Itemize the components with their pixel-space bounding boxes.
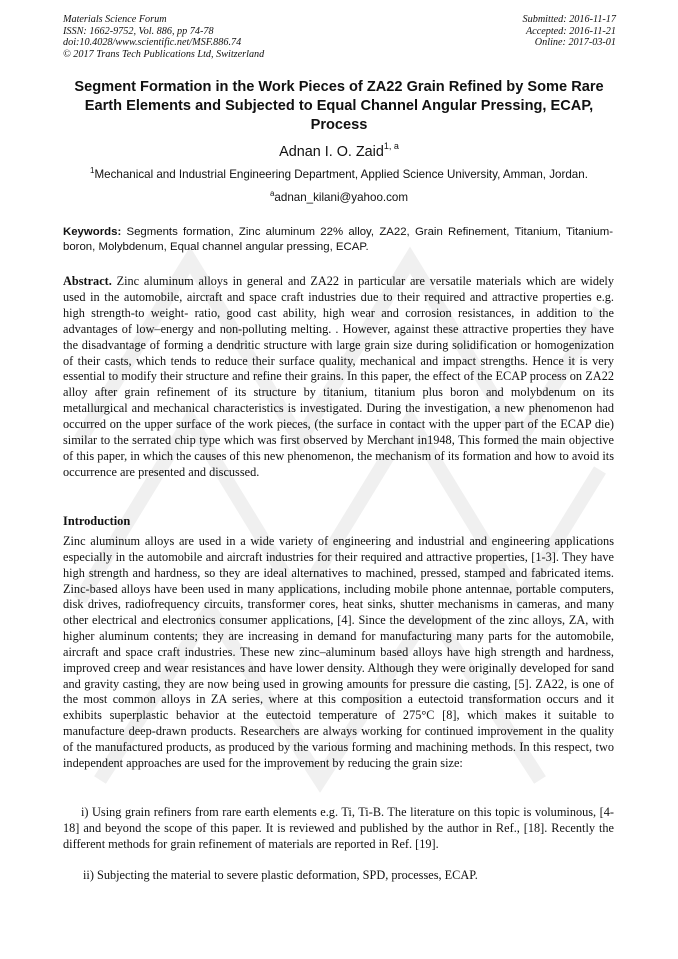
list-item: ii) Subjecting the material to severe plastic deformation, SPD, processes, ECAP. [83,868,478,882]
author-name: Adnan I. O. Zaid [279,143,384,160]
author-email [0,189,678,204]
journal-issn: ISSN: 1662-9752, Vol. 886, pp 74-78 [63,25,214,37]
introduction-text: Zinc aluminum alloys are used in a wide variety of engineering and industrial and engineering applications especially in the automobile and aircraft industries for their required and attractive properties, [1-3]. They have high strength and hardness, so they are ideal alternatives to machined, pressed, stamped and fabricated items. Zinc-based alloys have been used in many applications, including mobile phone antennae, portable computers, disk drives, radiofrequency circuits, transformer cores, heat sinks, shutter mechanisms in cameras, and many other electrical and electronics consumer applications, [4]. Since the development of the zinc alloys, ZA, with higher aluminum contents; they are increasing in demand for manufacturing many parts for the automobile, aircraft and space craft industries. These new zinc–aluminum based alloys have high strength and hardness, improved creep and wear resistances and have lower density. Although they were originally developed for sand and gravity casting, they are now being used in growing amounts for pressure die casting, [5]. ZA22, is one of the most common alloys in ZA series, where at this composition a eutectoid transformation occurs and it exhibits superplastic behavior at the eutectoid temperature of 275°C [8], which makes it suitable to manufacture deep-drawn products. Researchers are always working for continued improvement in the quality of the manufactured products, as produced by the various forming and machining methods. In this respect, two independent approaches are used for the improvement by reducing the grain size: [63,534,614,770]
journal-doi: doi:10.4028/www.scientific.net/MSF.886.74 [63,37,242,49]
keywords [63,225,613,255]
list-item: i) Using grain refiners from rare earth elements e.g. Ti, Ti-B. The literature on this topic is voluminous, [4-18] and beyond the scope of this paper. It is reviewed and published by the author in Ref., [18]. Recently the different methods for grain refinement of materials are reported in Ref. [19]. [63,805,614,851]
author-superscript: 1, a [383,141,399,151]
submitted-date: Submitted: 2016-11-17 [522,14,616,25]
abstract-label: Abstract. [63,274,112,288]
online-date: Online: 2017-03-01 [534,37,616,49]
affiliation [0,166,678,181]
email-address: adnan_kilani@yahoo.com [274,190,409,204]
keywords-label: Keywords: [63,226,122,238]
abstract-text: Zinc aluminum alloys in general and ZA22 in particular are versatile materials which are widely used in the automobile, aircraft and space craft industries due to their required and attractive properties e.g. high strength-to weight- ratio, good cast ability, high wear and corrosion resistances, in addition to the advantages of low–energy and non-polluting melting. . However, against these attractive properties they have the disadvantage of forming a dendritic structure with large grain size during solidification or homogenization of their casts, which tends to reduce their surface quality, mechanical and impact strengths. Hence it is very essential to modify their structure and refine their grains. In this paper, the effect of the ECAP process on ZA22 alloy after grain refinement of its structure by titanium, titanium plus boron and molybdenum on its metallurgical and mechanical characteristics is investigated. During the investigation, a new phenomenon had occurred on the upper surface of the work pieces, (the surface in contact with the upper part of the ECAP die) similar to the serrated chip type which was first observed by Merchant in1948, This formed the main objective of this paper, in which the causes of this new phenomenon, the mechanism of its formation and how to avoid its occurrence are presented and discussed. [63,274,614,479]
journal-name: Materials Science Forum [63,14,167,25]
journal-header-left [63,14,264,61]
journal-copyright: © 2017 Trans Tech Publications Ltd, Switzerland [63,49,265,61]
author-line [0,142,678,160]
affiliation-text: Mechanical and Industrial Engineering Department, Applied Science University, Amman, Jordan. [94,167,588,181]
introduction-heading: Introduction [63,514,131,528]
affiliation-superscript: 1 [90,166,95,175]
accepted-date: Accepted: 2016-11-21 [525,25,616,37]
abstract [63,274,614,481]
keywords-text: Segments formation, Zinc aluminum 22% alloy, ZA22, Grain Refinement, Titanium, Titanium-boron, Molybdenum, Equal channel angular pressing, ECAP. [63,226,613,253]
introduction-paragraph [63,534,614,772]
paper-title: Segment Formation in the Work Pieces of ZA22 Grain Refined by Some Rare Earth Elements and Subjected to Equal Channel Angular Pressing, ECAP, Process [74,79,604,133]
email-superscript: a [269,189,275,198]
journal-header-right [523,14,616,49]
